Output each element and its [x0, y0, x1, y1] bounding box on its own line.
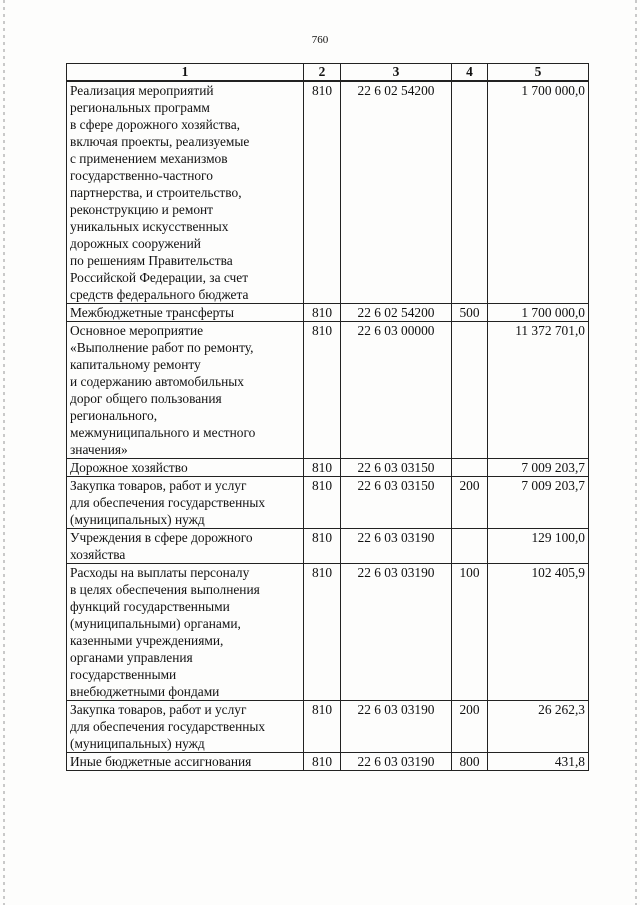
- row-name-cell: [67, 322, 304, 459]
- row-code: 810: [304, 322, 341, 459]
- row-article: 22 6 03 03190: [341, 701, 452, 753]
- header-col-3: 3: [341, 64, 452, 82]
- row-kind: [452, 81, 488, 304]
- table-header-row: [67, 64, 589, 82]
- header-col-2: 2: [304, 64, 341, 82]
- row-article: 22 6 03 03150: [341, 477, 452, 529]
- row-sum: 7 009 203,7: [488, 477, 589, 529]
- row-sum: 7 009 203,7: [488, 459, 589, 477]
- row-article: 22 6 03 03190: [341, 564, 452, 701]
- row-name-cell: [67, 529, 304, 564]
- row-kind: [452, 459, 488, 477]
- row-name-cell: [67, 701, 304, 753]
- row-sum: 129 100,0: [488, 529, 589, 564]
- page-number: 760: [311, 34, 329, 46]
- header-col-5: 5: [488, 64, 589, 82]
- table-row: [67, 304, 589, 322]
- row-code: 810: [304, 81, 341, 304]
- row-name: Учреждения в сфере дорожного хозяйства: [70, 530, 253, 562]
- row-article: 22 6 02 54200: [341, 304, 452, 322]
- row-kind: 500: [452, 304, 488, 322]
- row-kind: [452, 529, 488, 564]
- row-name: Закупка товаров, работ и услуг для обеспечения государственных (муниципальных) нужд: [70, 702, 266, 751]
- row-name: Расходы на выплаты персоналу в целях обеспечения выполнения функций государственными (муниципальными) органами, казенными учреждениями, органами управления государственными внебюджетными фондами: [70, 565, 260, 699]
- row-name: Реализация мероприятий региональных программ в сфере дорожного хозяйства, включая проекты, реализуемые с применением механизмов государственно-частного партнерства, и строительство, реконструкцию и ремонт уникальных искусственных дорожных сооружений по решениям Правительства Российской Федерации, за счет средств федерального бюджета: [70, 83, 250, 302]
- table-row: [67, 459, 589, 477]
- header-col-4: 4: [452, 64, 488, 82]
- row-article: 22 6 02 54200: [341, 81, 452, 304]
- table-row: [67, 81, 589, 304]
- row-name: Основное мероприятие «Выполнение работ по ремонту, капитальному ремонту и содержанию автомобильных дорог общего пользования регионального, межмуниципального и местного значения»: [70, 323, 256, 457]
- scan-edge-right: [635, 0, 637, 905]
- row-name-cell: [67, 753, 304, 771]
- row-code: 810: [304, 459, 341, 477]
- row-article: 22 6 03 03150: [341, 459, 452, 477]
- row-sum: 1 700 000,0: [488, 304, 589, 322]
- row-kind: [452, 322, 488, 459]
- row-code: 810: [304, 304, 341, 322]
- row-code: 810: [304, 564, 341, 701]
- row-name: Иные бюджетные ассигнования: [70, 754, 252, 769]
- row-sum: 431,8: [488, 753, 589, 771]
- row-kind: 100: [452, 564, 488, 701]
- row-kind: 200: [452, 701, 488, 753]
- row-article: 22 6 03 00000: [341, 322, 452, 459]
- row-sum: 102 405,9: [488, 564, 589, 701]
- table-row: [67, 753, 589, 771]
- row-name-cell: [67, 564, 304, 701]
- row-name-cell: [67, 459, 304, 477]
- table-row: [67, 477, 589, 529]
- scan-edge-left: [3, 0, 5, 905]
- header-col-1: 1: [67, 64, 304, 82]
- row-name-cell: [67, 477, 304, 529]
- row-sum: 11 372 701,0: [488, 322, 589, 459]
- row-code: 810: [304, 529, 341, 564]
- row-name-cell: [67, 304, 304, 322]
- row-article: 22 6 03 03190: [341, 529, 452, 564]
- row-name-cell: [67, 81, 304, 304]
- row-kind: 200: [452, 477, 488, 529]
- table-row: [67, 701, 589, 753]
- row-article: 22 6 03 03190: [341, 753, 452, 771]
- row-code: 810: [304, 701, 341, 753]
- table-row: [67, 322, 589, 459]
- table-row: [67, 529, 589, 564]
- row-kind: 800: [452, 753, 488, 771]
- row-code: 810: [304, 753, 341, 771]
- row-sum: 26 262,3: [488, 701, 589, 753]
- budget-table: [66, 63, 589, 771]
- row-sum: 1 700 000,0: [488, 81, 589, 304]
- row-code: 810: [304, 477, 341, 529]
- row-name: Закупка товаров, работ и услуг для обеспечения государственных (муниципальных) нужд: [70, 478, 266, 527]
- row-name: Межбюджетные трансферты: [70, 305, 234, 320]
- table-row: [67, 564, 589, 701]
- row-name: Дорожное хозяйство: [70, 460, 188, 475]
